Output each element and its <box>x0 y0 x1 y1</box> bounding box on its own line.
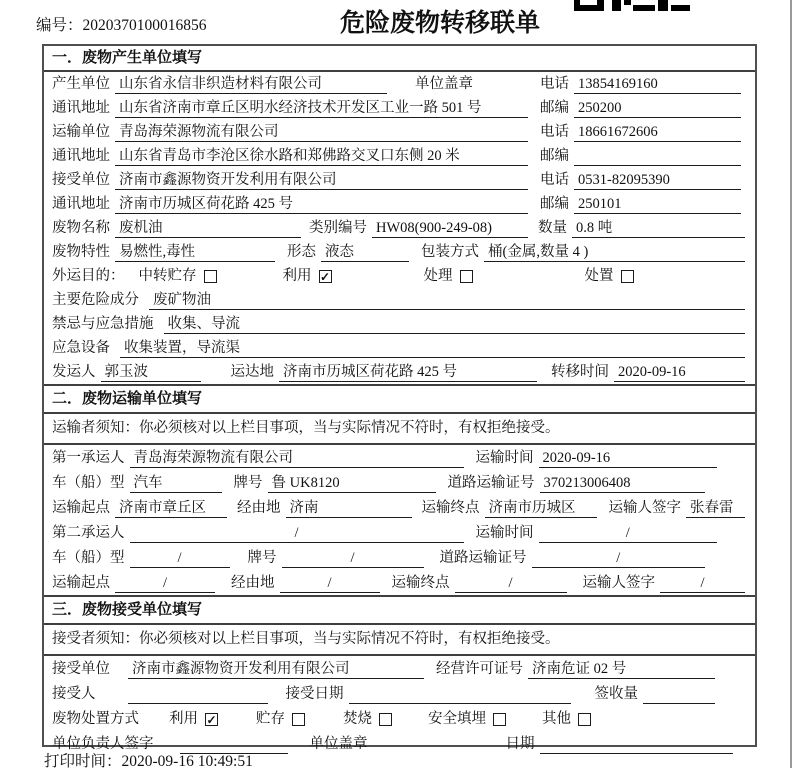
section-3-header: 三．废物接受单位填写 <box>44 595 755 625</box>
business-license-label: 经营许可证号 <box>436 661 523 677</box>
purpose-option-label: 处置 <box>584 268 614 284</box>
terminus-value: 济南市历城区 <box>485 498 597 518</box>
quantity-label: 数量 <box>538 220 567 236</box>
road-transport-license-label: 道路运输证号 <box>439 550 527 566</box>
purpose-label: 外运目的： <box>52 268 125 284</box>
address-label: 通讯地址 <box>52 100 110 116</box>
unit-seal-label: 单位盖章 <box>309 736 368 752</box>
address-value: 济南市历城区荷花路 425 号 <box>115 194 528 214</box>
section-2-header: 二．废物运输单位填写 <box>44 384 755 414</box>
terminus-label: 运输终点 <box>421 500 480 516</box>
via-value: / <box>280 573 380 593</box>
zip-value <box>574 146 741 166</box>
qr-block <box>633 5 655 11</box>
vehicle-type-value: 汽车 <box>130 473 222 493</box>
zip-value: 250200 <box>574 98 741 118</box>
emergency-equipment-label: 应急设备 <box>52 340 110 356</box>
hazard-component-value: 废矿物油 <box>149 290 745 310</box>
form-row-transfer-purpose <box>44 264 755 288</box>
form-row-receiving-unit <box>44 656 755 681</box>
zip-label: 邮编 <box>540 148 569 164</box>
row-left <box>52 122 540 142</box>
form-row-consignor <box>44 360 755 384</box>
receiver-unit-value: 济南市鑫源物资开发利用有限公司 <box>115 170 528 190</box>
disposal-option-label: 焚烧 <box>343 711 372 727</box>
purpose-option-label: 处理 <box>423 268 453 284</box>
disposal-method-label: 废物处置方式 <box>52 711 139 727</box>
checkbox-transit-storage <box>204 270 217 283</box>
quantity-value: 0.8 吨 <box>572 218 745 238</box>
receiver-person-label: 接受人 <box>52 686 96 702</box>
destination-value: 济南市历城区荷花路 425 号 <box>279 362 537 382</box>
doc-number-value: 2020370100016856 <box>82 17 207 34</box>
form-row-producer <box>44 72 755 96</box>
second-carrier-label: 第二承运人 <box>52 525 125 541</box>
transporter-unit-label: 运输单位 <box>52 124 110 140</box>
form-row-receiver-address <box>44 192 755 216</box>
doc-number-label: 编号： <box>36 17 83 34</box>
phone-label: 电话 <box>540 172 569 188</box>
checkbox-storage <box>292 713 305 726</box>
form-row-second-carrier <box>44 520 755 545</box>
qr-block <box>624 0 631 5</box>
via-label: 经由地 <box>237 500 281 516</box>
row-right <box>540 98 745 118</box>
address-value: 山东省济南市章丘区明水经济技术开发区工业一路 501 号 <box>115 98 528 118</box>
form-row-emergency-measures <box>44 312 755 336</box>
form-row-transporter <box>44 120 755 144</box>
transfer-time-label: 转移时间 <box>551 364 609 380</box>
receiver-person-value <box>128 684 268 704</box>
zip-label: 邮编 <box>540 100 569 116</box>
category-code-label: 类别编号 <box>309 220 367 236</box>
form-row-producer-address <box>44 96 755 120</box>
checkbox-treat <box>460 270 473 283</box>
form-row-vehicle-2 <box>44 545 755 570</box>
form-state-label: 形态 <box>287 244 316 260</box>
print-time-value: 2020-09-16 10:49:51 <box>121 753 253 770</box>
form-row-hazard-component <box>44 288 755 312</box>
form-row-emergency-equipment <box>44 336 755 360</box>
disposal-option-label: 利用 <box>169 711 198 727</box>
via-value: 济南 <box>286 498 412 518</box>
carrier-signature-value: / <box>660 573 745 593</box>
form-state-value: 液态 <box>321 242 409 262</box>
responsible-signature-label: 单位负责人签字 <box>52 736 154 752</box>
qr-block <box>671 5 690 11</box>
disposal-option-label: 安全填埋 <box>428 711 486 727</box>
carrier-signature-label: 运输人签字 <box>582 575 655 591</box>
carrier-signature-value: 张春雷 <box>686 498 745 518</box>
zip-label: 邮编 <box>540 196 569 212</box>
qr-block <box>580 0 597 5</box>
waste-name-value: 废机油 <box>115 218 301 238</box>
emergency-measures-value: 收集、导流 <box>164 314 746 334</box>
purpose-option-label: 利用 <box>282 268 312 284</box>
print-time-label: 打印时间： <box>44 753 122 770</box>
checkbox-dispose <box>621 270 634 283</box>
producer-unit-label: 产生单位 <box>52 76 110 92</box>
qr-block <box>658 0 668 11</box>
transport-time-value: 2020-09-16 <box>539 448 718 468</box>
row-right <box>540 194 745 214</box>
first-carrier-value: 青岛海荣源物流有限公司 <box>130 448 464 468</box>
receive-date-label: 接受日期 <box>285 686 344 702</box>
road-transport-license-value: / <box>532 548 706 568</box>
transporter-unit-value: 青岛海荣源物流有限公司 <box>115 122 528 142</box>
receive-date-value <box>349 684 571 704</box>
plate-number-label: 牌号 <box>233 475 263 491</box>
section-transporter <box>44 384 755 595</box>
business-license-value: 济南危证 02 号 <box>528 659 715 679</box>
form-row-route-1 <box>44 495 755 520</box>
date-label: 日期 <box>505 736 535 752</box>
origin-label: 运输起点 <box>52 500 110 516</box>
vehicle-type-label: 车（船）型 <box>52 475 125 491</box>
qr-code-fragment-icon <box>574 0 692 12</box>
row-right <box>540 146 745 166</box>
receiving-unit-value: 济南市鑫源物资开发利用有限公司 <box>128 659 424 679</box>
phone-value: 13854169160 <box>574 74 741 94</box>
row-left <box>52 170 540 190</box>
row-right <box>540 122 745 142</box>
first-carrier-label: 第一承运人 <box>52 450 125 466</box>
form-row-receiver-person <box>44 681 755 706</box>
receiver-unit-label: 接受单位 <box>52 172 110 188</box>
row-right <box>540 74 745 94</box>
waste-character-value: 易燃性,毒性 <box>115 242 275 262</box>
transporter-notice: 运输者须知：你必须核对以上栏目事项，当与实际情况不符时，有权拒绝接受。 <box>44 414 755 445</box>
received-amount-label: 签收量 <box>594 686 638 702</box>
manifest-form <box>42 44 757 752</box>
form-row-receiver <box>44 168 755 192</box>
form-row-transporter-address <box>44 144 755 168</box>
form-row-disposal-method <box>44 706 755 731</box>
qr-block <box>612 0 621 11</box>
page-title: 危险废物转移联单 <box>339 10 540 37</box>
row-right <box>540 170 745 190</box>
packing-value: 桶(金属,数量 4 ) <box>484 242 745 262</box>
receiver-notice: 接受者须知：你必须核对以上栏目事项，当与实际情况不符时，有权拒绝接受。 <box>44 625 755 656</box>
transfer-time-value: 2020-09-16 <box>614 362 745 382</box>
checkbox-utilize: ✓ <box>319 270 331 284</box>
category-code-value: HW08(900-249-08) <box>372 218 528 238</box>
road-transport-license-value: 370213006408 <box>540 473 706 493</box>
row-left <box>52 146 540 166</box>
origin-value: 济南市章丘区 <box>115 498 227 518</box>
unit-seal-label: 单位盖章 <box>415 76 473 92</box>
transport-time-label: 运输时间 <box>475 450 534 466</box>
plate-number-value: / <box>282 548 424 568</box>
disposal-option-label: 其他 <box>542 711 571 727</box>
phone-value: 18661672606 <box>574 122 741 142</box>
form-row-waste-character <box>44 240 755 264</box>
phone-label: 电话 <box>540 124 569 140</box>
disposal-option-label: 贮存 <box>256 711 285 727</box>
producer-unit-value: 山东省永信非织造材料有限公司 <box>115 74 387 94</box>
plate-number-label: 牌号 <box>247 550 277 566</box>
consignor-label: 发运人 <box>52 364 96 380</box>
packing-label: 包装方式 <box>421 244 479 260</box>
vehicle-type-label: 车（船）型 <box>52 550 125 566</box>
destination-label: 运达地 <box>230 364 274 380</box>
row-left <box>52 194 540 214</box>
zip-value: 250101 <box>574 194 741 214</box>
section-receiver <box>44 595 755 756</box>
waste-name-label: 废物名称 <box>52 220 110 236</box>
origin-value: / <box>115 573 215 593</box>
terminus-label: 运输终点 <box>391 575 450 591</box>
phone-value: 0531-82095390 <box>574 170 741 190</box>
receiving-unit-label: 接受单位 <box>52 661 110 677</box>
consignor-value: 郭玉波 <box>101 362 201 382</box>
hazard-component-label: 主要危险成分 <box>52 292 139 308</box>
form-row-route-2 <box>44 570 755 595</box>
vehicle-type-value: / <box>130 548 230 568</box>
road-transport-license-label: 道路运输证号 <box>447 475 535 491</box>
purpose-option-label: 中转贮存 <box>138 268 197 284</box>
doc-number <box>36 13 207 35</box>
terminus-value: / <box>455 573 567 593</box>
address-label: 通讯地址 <box>52 148 110 164</box>
received-amount-value <box>643 684 715 704</box>
second-carrier-value: / <box>130 523 464 543</box>
form-row-first-carrier <box>44 445 755 470</box>
waste-character-label: 废物特性 <box>52 244 110 260</box>
plate-number-value: 鲁 UK8120 <box>268 473 436 493</box>
carrier-signature-label: 运输人签字 <box>608 500 681 516</box>
checkbox-other <box>578 713 591 726</box>
form-row-vehicle-1 <box>44 470 755 495</box>
section-1-header: 一．废物产生单位填写 <box>44 46 755 72</box>
origin-label: 运输起点 <box>52 575 110 591</box>
transport-time-value: / <box>539 523 718 543</box>
row-left <box>52 74 540 94</box>
phone-label: 电话 <box>540 76 569 92</box>
checkbox-utilize: ✓ <box>206 713 217 727</box>
checkbox-secure-landfill <box>493 713 506 726</box>
transport-time-label: 运输时间 <box>475 525 534 541</box>
date-value <box>540 734 734 754</box>
via-label: 经由地 <box>231 575 275 591</box>
address-label: 通讯地址 <box>52 196 110 212</box>
form-row-waste-name <box>44 216 755 240</box>
emergency-measures-label: 禁忌与应急措施 <box>52 316 154 332</box>
page-edge-line <box>790 0 792 768</box>
emergency-equipment-value: 收集装置，导流渠 <box>120 338 745 358</box>
address-value: 山东省青岛市李沧区徐水路和郑佛路交叉口东侧 20 米 <box>115 146 528 166</box>
row-left <box>52 98 540 118</box>
checkbox-incinerate <box>379 713 392 726</box>
